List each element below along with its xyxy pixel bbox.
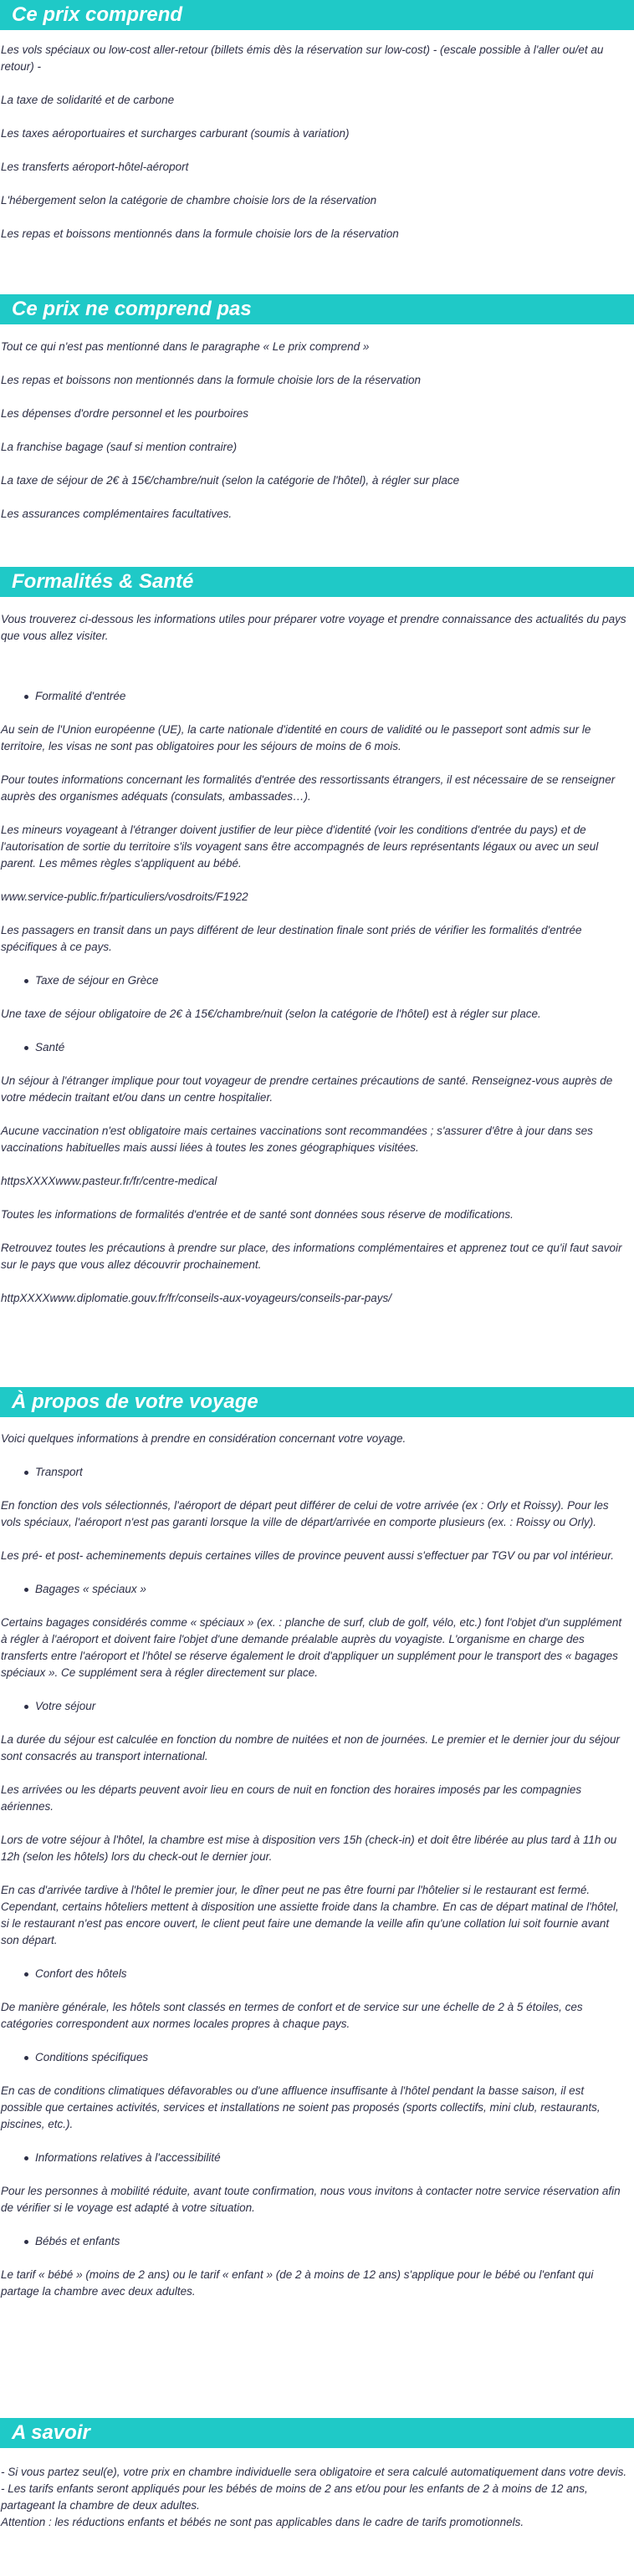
precautions-paragraph: Retrouvez toutes les précautions à prendre sur place, des informations complémentaires et apprenez tout ce qu'il faut savoir sur le pays que vous allez découvrir prochainement. <box>1 1242 622 1271</box>
excluded-item: Les repas et boissons non mentionnés dans la formule choisie lors de la réservation <box>1 374 422 386</box>
disclaimer-paragraph: Toutes les informations de formalités d'entrée et de santé sont données sous réserve de modifications. <box>1 1208 514 1221</box>
included-item: Les vols spéciaux ou low-cost aller-retour (billets émis dès la réservation sur low-cost) - (escale possible à l'aller ou/et au retour) - <box>1 43 604 73</box>
bullet-entry: Formalité d'entrée <box>1 688 627 705</box>
bullet-comfort: Confort des hôtels <box>1 1966 627 1982</box>
know-line: Attention : les réductions enfants et bébés ne sont pas applicables dans le cadre de tarifs promotionnels. <box>1 2516 524 2528</box>
vaccination-paragraph: Aucune vaccination n'est obligatoire mais certaines vaccinations sont recommandées ; s'assurer d'être à jour dans ses vaccinations habituelles mais aussi liées à toutes les zones géographiques visitées. <box>1 1125 593 1154</box>
excluded-list <box>0 339 634 539</box>
included-item: Les repas et boissons mentionnés dans la formule choisie lors de la réservation <box>1 227 399 240</box>
bullet-babies: Bébés et enfants <box>1 2233 627 2250</box>
conditions-paragraph: En cas de conditions climatiques défavorables ou d'une affluence insuffisante à l'hôtel pendant la basse saison, il est possible que certaines activités, services et installations ne soient pas proposés (sports collectifs, mini club, restaurants, piscines, etc.). <box>1 2084 601 2130</box>
bullet-tax: Taxe de séjour en Grèce <box>1 972 627 989</box>
bullet-luggage: Bagages « spéciaux » <box>1 1581 627 1598</box>
service-public-link[interactable]: www.service-public.fr/particuliers/vosdroits/F1922 <box>1 890 248 903</box>
know-content <box>0 2464 634 2531</box>
about-content <box>0 1431 634 2317</box>
stay-late-arrival-paragraph: En cas d'arrivée tardive à l'hôtel le premier jour, le dîner peut ne pas être fourni par l'hôtelier si le restaurant est fermé. Cependant, certains hôteliers mettent à disposition une assiette froide dans la chambre. En cas de départ matinal de l'hôtel, si le restaurant n'est pas encore ouvert, le client peut faire une demande la veille afin qu'une collation lui soit fournie avant son départ. <box>1 1884 619 1946</box>
excluded-item: Les dépenses d'ordre personnel et les pourboires <box>1 407 249 420</box>
transit-paragraph: Les passagers en transit dans un pays différent de leur destination finale sont priés de vérifier les formalités d'entrée spécifiques à ce pays. <box>1 924 582 953</box>
health-paragraph: Un séjour à l'étranger implique pour tout voyageur de prendre certaines précautions de santé. Renseignez-vous auprès de votre médecin traitant et/ou dans un centre hospitalier. <box>1 1074 613 1104</box>
bullet-health: Santé <box>1 1039 627 1056</box>
stay-duration-paragraph: La durée du séjour est calculée en fonction du nombre de nuitées et non de journées. Le premier et le dernier jour du séjour sont consacrés au transport international. <box>1 1733 620 1762</box>
included-item: Les transferts aéroport-hôtel-aéroport <box>1 161 189 173</box>
bullet-transport: Transport <box>1 1464 627 1481</box>
know-line: - Les tarifs enfants seront appliqués pour les bébés de moins de 2 ans et/ou pour les enfants de 2 à moins de 12 ans, partageant la chambre de deux adultes. <box>1 2482 588 2512</box>
entry-eu-paragraph: Au sein de l'Union européenne (UE), la carte nationale d'identité en cours de validité ou le passeport sont admis sur le territoire, les visas ne sont pas obligatoires pour les séjours de moins de 6 mois. <box>1 723 591 752</box>
excluded-item: La taxe de séjour de 2€ à 15€/chambre/nuit (selon la catégorie de l'hôtel), à régler sur place <box>1 474 460 487</box>
included-item: La taxe de solidarité et de carbone <box>1 94 175 106</box>
entry-minors-paragraph: Les mineurs voyageant à l'étranger doivent justifier de leur pièce d'identité (voir les conditions d'entrée du pays) et de l'autorisation de sortie du territoire s'ils voyagent sans être accompagnés de leurs représentants légaux ou avec un seul parent. Les mêmes règles s'appliquent au bébé. <box>1 824 599 870</box>
know-line: - Si vous partez seul(e), votre prix en chambre individuelle sera obligatoire et sera calculé automatiquement dans votre devis. <box>1 2466 627 2478</box>
formalities-intro: Vous trouverez ci-dessous les informations utiles pour préparer votre voyage et prendre connaissance des actualités du pays que vous allez visiter. <box>1 613 626 642</box>
stay-checkin-paragraph: Lors de votre séjour à l'hôtel, la chambre est mise à disposition vers 15h (check-in) et doit être libérée au plus tard à 11h ou 12h (selon les hôtels) lors du check-out le dernier jour. <box>1 1834 617 1863</box>
section-header-formalities: Formalités & Santé <box>0 567 634 597</box>
pasteur-link[interactable]: httpsXXXXwww.pasteur.fr/fr/centre-medical <box>1 1175 217 1187</box>
section-header-included: Ce prix comprend <box>0 0 634 30</box>
bullet-stay: Votre séjour <box>1 1698 627 1715</box>
stay-arrivals-paragraph: Les arrivées ou les départs peuvent avoir lieu en cours de nuit en fonction des horaires imposés par les compagnies aériennes. <box>1 1783 582 1813</box>
excluded-item: La franchise bagage (sauf si mention contraire) <box>1 441 238 453</box>
babies-paragraph: Le tarif « bébé » (moins de 2 ans) ou le tarif « enfant » (de 2 à moins de 12 ans) s'applique pour le bébé ou l'enfant qui partage la chambre avec deux adultes. <box>1 2268 594 2298</box>
tax-paragraph: Une taxe de séjour obligatoire de 2€ à 15€/chambre/nuit (selon la catégorie de l'hôtel) est à régler sur place. <box>1 1007 541 1020</box>
included-item: L'hébergement selon la catégorie de chambre choisie lors de la réservation <box>1 194 377 207</box>
diplomatie-link[interactable]: httpXXXXwww.diplomatie.gouv.fr/fr/conseils-aux-voyageurs/conseils-par-pays/ <box>1 1292 391 1304</box>
comfort-paragraph: De manière générale, les hôtels sont classés en termes de confort et de service sur une échelle de 2 à 5 étoiles, ces catégories correspondent aux normes locales propres à chaque pays. <box>1 2001 583 2030</box>
about-intro: Voici quelques informations à prendre en considération concernant votre voyage. <box>1 1432 406 1445</box>
section-header-about: À propos de votre voyage <box>0 1387 634 1417</box>
included-item: Les taxes aéroportuaires et surcharges carburant (soumis à variation) <box>1 127 350 140</box>
excluded-item: Tout ce qui n'est pas mentionné dans le paragraphe « Le prix comprend » <box>1 340 370 353</box>
luggage-paragraph: Certains bagages considérés comme « spéciaux » (ex. : planche de surf, club de golf, vélo, etc.) font l'objet d'un supplément à régler à l'aéroport et doivent faire l'objet d'une demande préalable auprès du voyagiste. L'organisme en charge des transferts entre l'aéroport et l'hôtel se réserve également le droit d'appliquer un supplément pour le transport des « bagages spéciaux ». Ce supplément sera à régler directement sur place. <box>1 1616 622 1679</box>
section-header-know: A savoir <box>0 2418 634 2448</box>
bullet-accessibility: Informations relatives à l'accessibilité <box>1 2150 627 2166</box>
accessibility-paragraph: Pour les personnes à mobilité réduite, avant toute confirmation, nous vous invitons à contacter notre service réservation afin de vérifier si le voyage est adapté à votre situation. <box>1 2185 621 2214</box>
included-list <box>0 42 634 259</box>
entry-foreign-paragraph: Pour toutes informations concernant les formalités d'entrée des ressortissants étrangers, il est nécessaire de se renseigner auprès des organismes adéquats (consulats, ambassades…). <box>1 773 616 803</box>
transport-paragraph: En fonction des vols sélectionnés, l'aéroport de départ peut différer de celui de votre arrivée (ex : Orly et Roissy). Pour les vols spéciaux, l'aéroport n'est pas garanti lorsque la ville de départ/arrivée en comporte plusieurs (ex. : Roissy ou Orly). <box>1 1499 609 1528</box>
transport-tgv-paragraph: Les pré- et post- acheminements depuis certaines villes de province peuvent aussi s'effectuer par TGV ou par vol intérieur. <box>1 1549 614 1562</box>
bullet-conditions: Conditions spécifiques <box>1 2049 627 2066</box>
section-header-excluded: Ce prix ne comprend pas <box>0 294 634 324</box>
excluded-item: Les assurances complémentaires facultatives. <box>1 508 233 520</box>
formalities-content <box>0 611 634 1324</box>
